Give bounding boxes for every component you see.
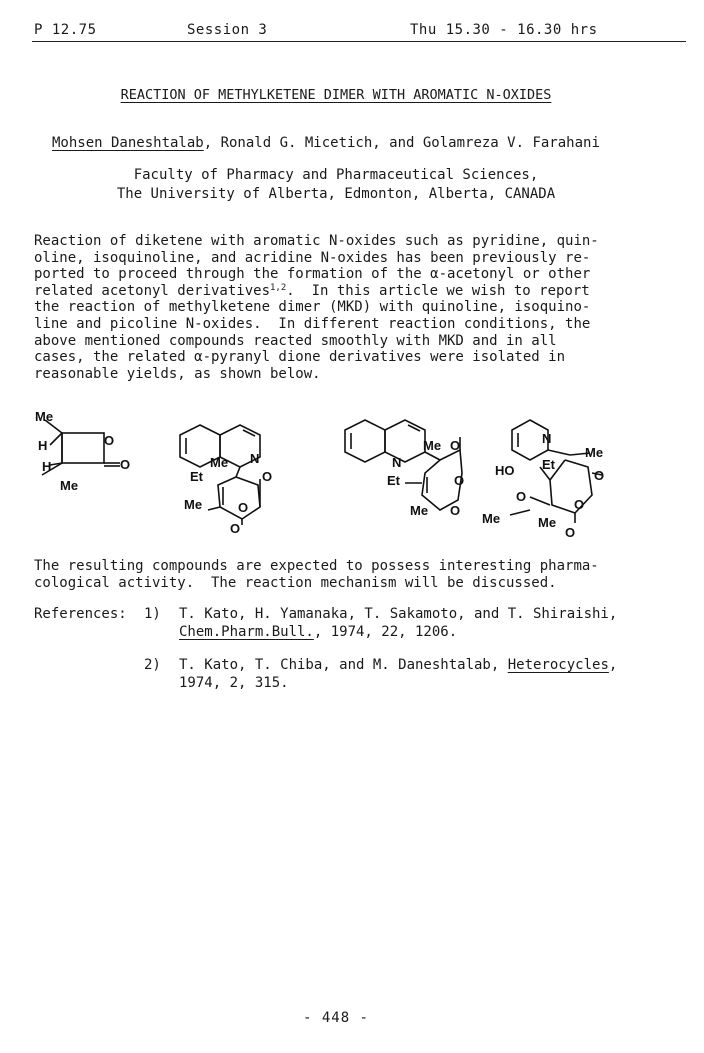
reference-1-citation <box>179 624 457 640</box>
co-authors: , Ronald G. Micetich, and Golamreza V. Farahani <box>203 135 600 151</box>
s2-methyl-2: Me <box>184 497 203 512</box>
author-line <box>52 135 600 151</box>
reference-2-journal: Heterocycles <box>507 657 609 673</box>
s3-carbonyl-oxygen-2: O <box>450 503 461 518</box>
presenting-author: Mohsen Daneshtalab <box>52 135 204 151</box>
reference-1-number: 1) <box>144 606 161 622</box>
s2-carbonyl-oxygen-2: O <box>230 521 241 536</box>
paper-title: REACTION OF METHYLKETENE DIMER WITH AROMATIC N-OXIDES <box>120 87 552 103</box>
s1-ring-oxygen: O <box>104 433 115 448</box>
reference-2-details: 1974, 2, 315. <box>179 675 289 691</box>
affiliation-line-2: The University of Alberta, Edmonton, Alberta, CANADA <box>116 186 556 202</box>
s4-ethyl: Et <box>542 457 555 472</box>
reference-2-authors <box>179 657 617 673</box>
s4-methyl-3: Me <box>538 515 557 530</box>
s1-hydrogen-2: H <box>42 459 52 474</box>
reference-2-comma: , <box>608 657 618 673</box>
s4-carbonyl-oxygen-2: O <box>516 489 527 504</box>
session-label: Session 3 <box>187 22 268 38</box>
session-time: Thu 15.30 - 16.30 hrs <box>410 22 598 38</box>
paper-title-wrap <box>0 87 672 103</box>
citation-superscript: 1,2 <box>270 282 287 293</box>
s3-carbonyl-oxygen-1: O <box>450 438 461 453</box>
s3-ethyl: Et <box>387 473 400 488</box>
s3-methyl-2: Me <box>410 503 429 518</box>
conclusion-text: The resulting compounds are expected to possess interesting pharma- cological activity. The reaction mechanism will be discussed. <box>34 558 599 591</box>
reference-1-journal: Chem.Pharm.Bull. <box>179 624 314 640</box>
s3-methyl-1: Me <box>423 438 442 453</box>
s4-carbonyl-oxygen-3: O <box>565 525 576 540</box>
s2-methyl-1: Me <box>210 455 229 470</box>
references-label: References: <box>34 606 127 622</box>
paper-code: P 12.75 <box>34 22 97 38</box>
reference-1-details: , 1974, 22, 1206. <box>313 624 458 640</box>
s3-nitrogen: N <box>392 455 402 470</box>
s1-carbonyl-oxygen: O <box>120 457 131 472</box>
s2-ethyl: Et <box>190 469 203 484</box>
structure-quinoline-adduct <box>345 420 465 510</box>
s2-ring-oxygen: O <box>238 500 249 515</box>
reference-2-author-list: T. Kato, T. Chiba, and M. Daneshtalab, <box>179 657 508 673</box>
s2-carbonyl-oxygen-1: O <box>262 469 273 484</box>
affiliation-line-1: Faculty of Pharmacy and Pharmaceutical Sciences, <box>133 167 539 183</box>
page-number: - 448 - <box>302 1010 369 1026</box>
chemical-structures <box>30 405 650 550</box>
reference-1-authors: T. Kato, H. Yamanaka, T. Sakamoto, and T. Shiraishi, <box>179 606 618 622</box>
s1-hydrogen-1: H <box>38 438 48 453</box>
s4-nitrogen: N <box>542 431 552 446</box>
abstract-part-1: Reaction of diketene with aromatic N-oxides such as pyridine, quin- oline, isoquinoline, and acridine N-oxides has been previously re- ported to proceed through the formation of the α-acetonyl or other related acetonyl derivatives <box>34 233 599 299</box>
s2-nitrogen: N <box>250 451 260 466</box>
s1-methyl-bottom: Me <box>60 478 79 493</box>
s4-ring-oxygen: O <box>574 497 585 512</box>
header-rule <box>32 41 686 42</box>
abstract-part-2: . In this article we wish to report the reaction of methylketene dimer (MKD) with quinoline, isoquino- line and picoline N-oxides. In different reaction conditions, the above mentioned compounds reacted smoothly with MKD and in all cases, the related α-pyranyl dione derivatives were isolated in reasonable yields, as shown below. <box>34 282 591 382</box>
s4-hydroxyl: HO <box>495 463 515 478</box>
s4-carbonyl-oxygen-1: O <box>594 468 605 483</box>
s4-methyl-2: Me <box>482 511 501 526</box>
structure-picoline-adduct <box>510 420 605 523</box>
abstract-text <box>34 233 674 382</box>
s3-ring-oxygen: O <box>454 473 465 488</box>
reference-2-number: 2) <box>144 657 161 673</box>
s4-methyl-1: Me <box>585 445 604 460</box>
s1-methyl-top: Me <box>35 409 54 424</box>
